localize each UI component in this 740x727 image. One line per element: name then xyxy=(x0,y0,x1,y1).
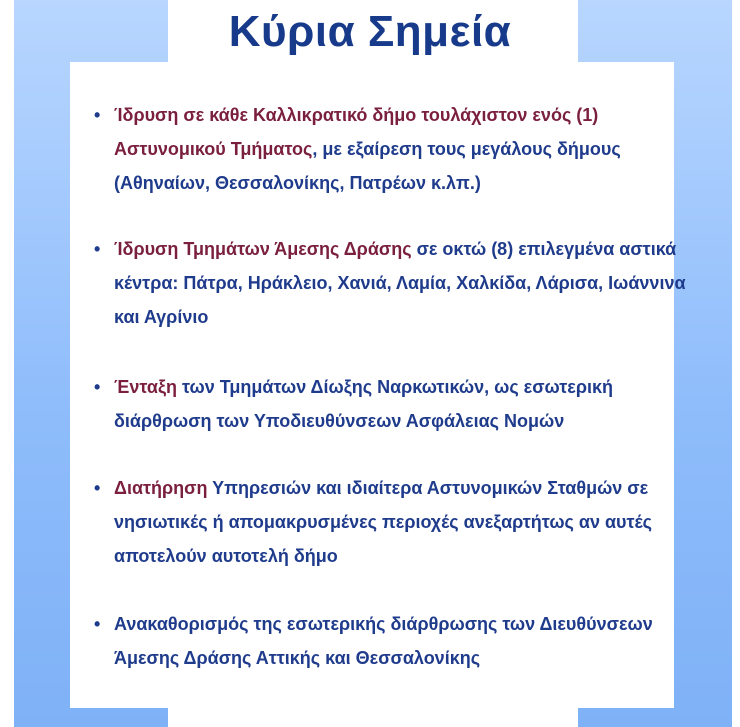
bullet-dot-icon: • xyxy=(94,105,101,125)
bullet-4-text: Υπηρεσιών και ιδιαίτερα Αστυνομικών Σταθμών σε νησιωτικές ή απομακρυσμένες περιοχές ανεξαρτήτως αν αυτές αποτελούν αυτοτελή δήμο xyxy=(114,478,653,566)
bullet-2-highlight: Ίδρυση Τμημάτων Άμεσης Δράσης xyxy=(114,239,412,259)
bullet-dot-icon: • xyxy=(94,239,101,259)
bullet-1-highlight: τουλάχιστον ενός (1) Αστυνομικού Τμήματος xyxy=(114,105,599,159)
bullet-3-highlight: Ένταξη xyxy=(114,377,177,397)
bullet-item-1 xyxy=(92,98,692,200)
bullet-dot-icon: • xyxy=(94,377,101,397)
bullet-item-4 xyxy=(92,471,692,573)
bullet-item-3 xyxy=(92,370,692,438)
bullet-2-text: σε οκτώ (8) επιλεγμένα αστικά κέντρα: Πάτρα, Ηράκλειο, Χανιά, Λαμία, Χαλκίδα, Λάρισα, Ιωάννινα και Αγρίνιο xyxy=(114,239,686,327)
bullet-dot-icon: • xyxy=(94,478,101,498)
bullet-1-lead: Ίδρυση σε κάθε Καλλικρατικό δήμο xyxy=(114,105,422,125)
bullet-item-2 xyxy=(92,232,692,334)
bullet-3-text: των Τμημάτων Δίωξης Ναρκωτικών, ως εσωτερική διάρθρωση των Υποδιευθύνσεων Ασφάλειας Νομών xyxy=(114,377,613,431)
bullet-dot-icon: • xyxy=(94,614,101,634)
bullet-4-highlight: Διατήρηση xyxy=(114,478,208,498)
bullet-list xyxy=(92,98,692,707)
page-title: Κύρια Σημεία xyxy=(228,7,512,56)
bullet-item-5 xyxy=(92,607,692,675)
bullet-1-text: , με εξαίρεση τους μεγάλους δήμους (Αθηναίων, Θεσσαλονίκης, Πατρέων κ.λπ.) xyxy=(114,139,621,193)
bullet-5-text: Ανακαθορισμός της εσωτερικής διάρθρωσης των Διευθύνσεων Άμεσης Δράσης Αττικής και Θεσσαλονίκης xyxy=(114,614,653,668)
